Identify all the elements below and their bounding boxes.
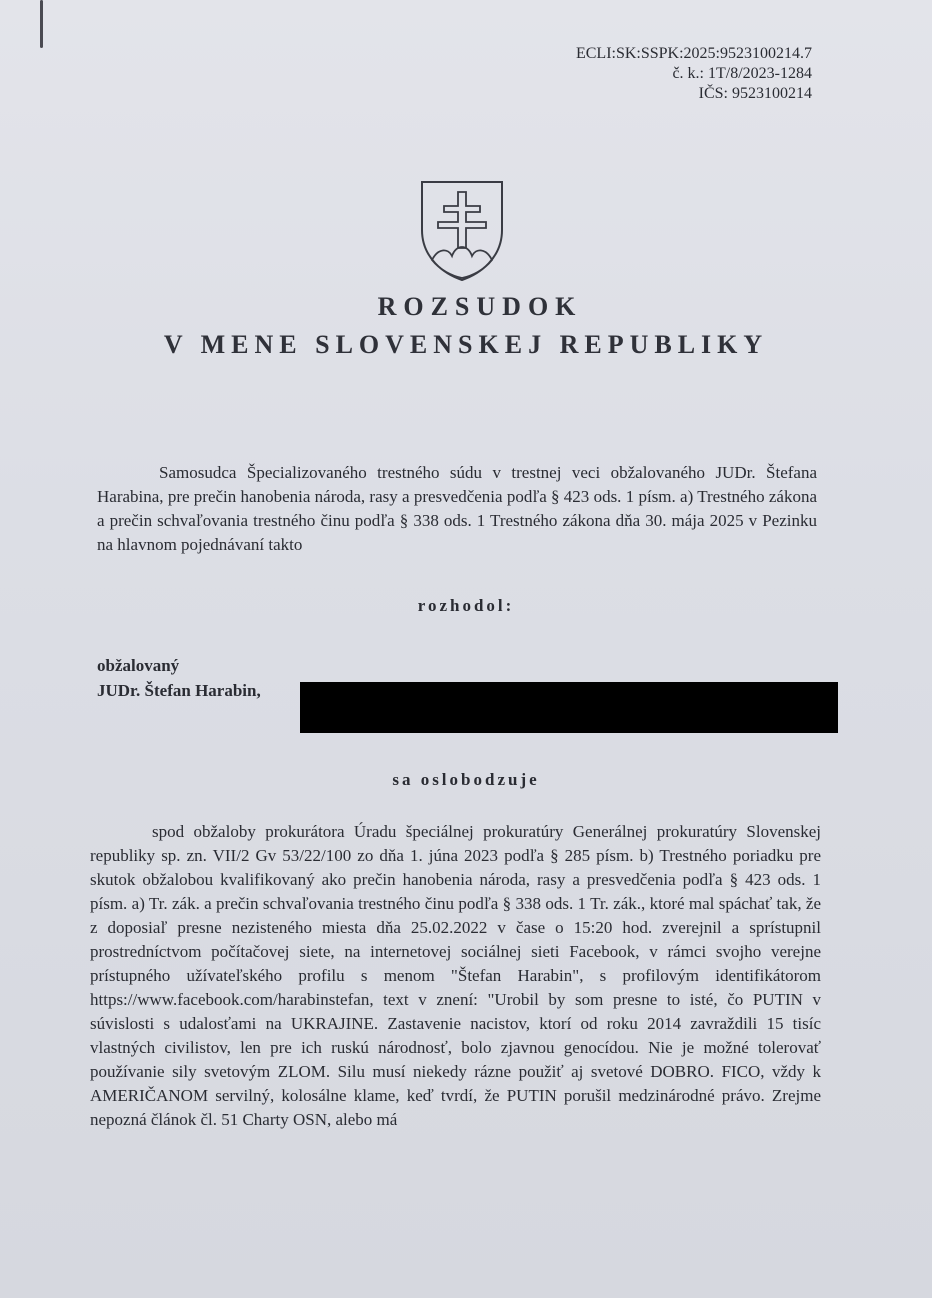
accused-name: JUDr. Štefan Harabin,: [97, 681, 261, 700]
ics-number: IČS: 9523100214: [698, 85, 812, 102]
case-number: č. k.: 1T/8/2023-1284: [672, 65, 812, 82]
intro-paragraph: Samosudca Špecializovaného trestného súdu v trestnej veci obžalovaného JUDr. Štefana Harabina, pre prečin hanobenia národa, rasy a presvedčenia podľa § 423 ods. 1 písm. a) Trestného zákona a prečin schvaľovania trestného činu podľa § 338 ods. 1 Trestného zákona dňa 30. mája 2025 v Pezinku na hlavnom pojednávaní takto: [97, 463, 817, 554]
decided-label: rozhodol:: [417, 596, 515, 615]
ecli-identifier: ECLI:SK:SSPK:2025:9523100214.7: [575, 45, 812, 62]
acquittal-label: sa oslobodzuje: [392, 770, 540, 789]
verdict-subtitle: V MENE SLOVENSKEJ REPUBLIKY: [163, 330, 769, 359]
slovak-coat-of-arms-icon: [418, 178, 506, 282]
accused-label: obžalovaný: [97, 656, 180, 675]
case-reference-block: [576, 44, 812, 104]
verdict-body-paragraph: spod obžaloby prokurátora Úradu špeciálnej prokuratúry Generálnej prokuratúry Slovenskej republiky sp. zn. VII/2 Gv 53/22/100 zo dňa 1. júna 2023 podľa § 285 písm. b) Trestného poriadku pre skutok obžalobou kvalifikovaný ako prečin hanobenia národa, rasy a presvedčenia podľa § 423 ods. 1 písm. a) Tr. zák. a prečin schvaľovania trestného činu podľa § 338 ods. 1 Tr. zák., ktoré mal spáchať tak, že z doposiaľ presne nezisteného miesta dňa 25.02.2022 v čase o 15:20 hod. zverejnil a sprístupnil prostredníctvom počítačovej siete, na internetovej sociálnej sieti Facebook, v rámci svojho verejne prístupného užívateľského profilu s menom "Štefan Harabin", s profilovým identifikátorom https://www.facebook.com/harabinstefan, text v znení: "Urobil by som presne to isté, čo PUTIN v súvislosti s udalosťami na UKRAJINE. Zastavenie nacistov, ktorí od roku 2014 zavraždili 15 tisíc vlastných civilistov, len pre ich ruskú národnosť, bolo zjavnou genocídou. Nie je možné tolerovať používanie sily svetovým ZLOM. Silu musí niekedy rázne použiť aj svetové DOBRO. FICO, vždy k AMERIČANOM servilný, kolosálne klame, keď tvrdí, že PUTIN porušil medzinárodné právo. Zrejme nepozná článok čl. 51 Charty OSN, alebo má: [90, 822, 821, 1129]
redaction-block: [300, 682, 838, 733]
verdict-title: ROZSUDOK: [377, 292, 583, 321]
page-edge-mark: [40, 0, 43, 48]
